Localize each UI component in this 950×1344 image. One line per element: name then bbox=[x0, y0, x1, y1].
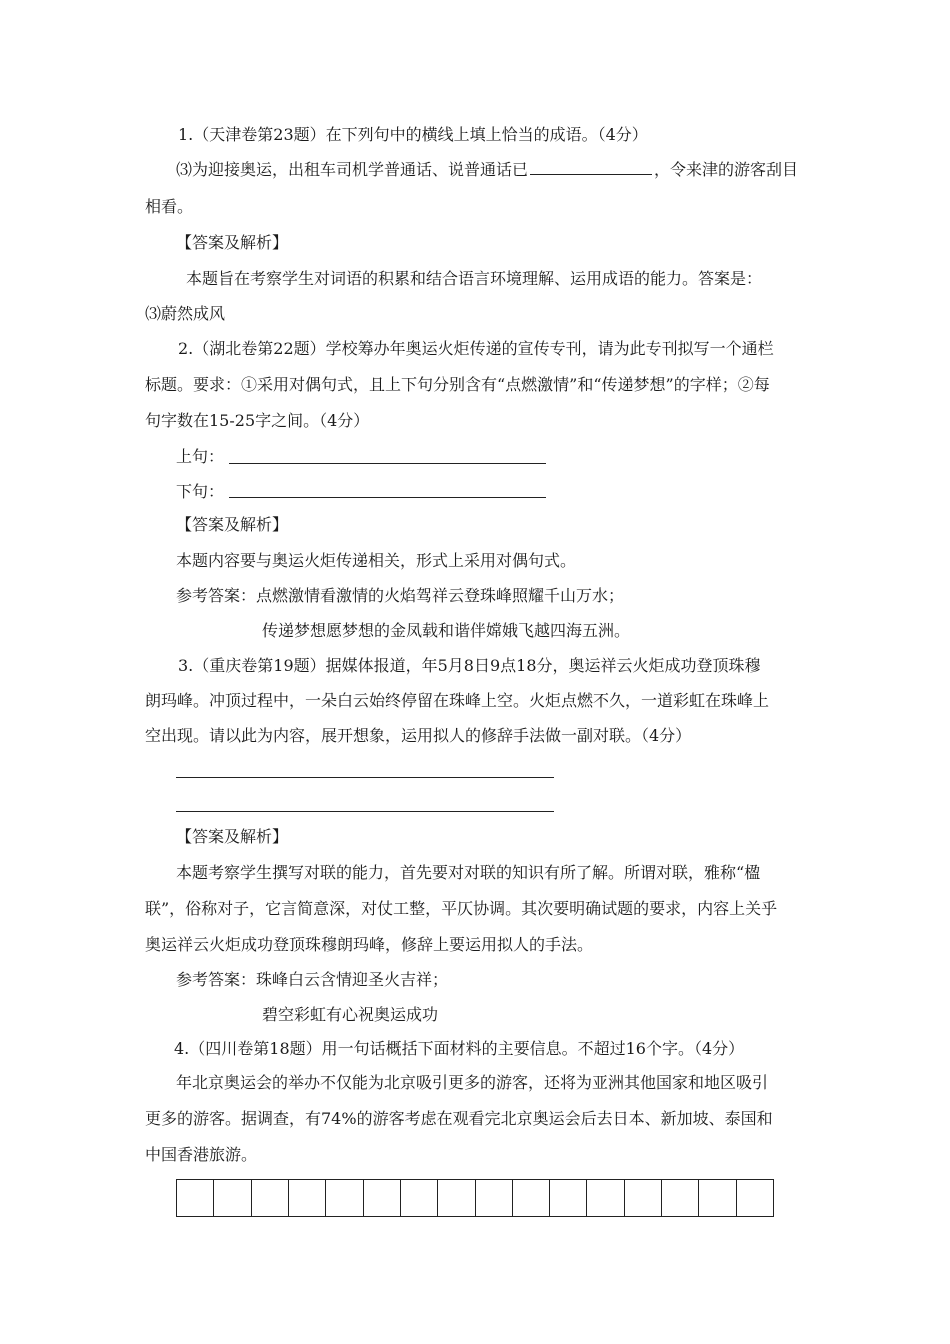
q2-title-line2: 标题。要求：①采用对偶句式，且上下句分别含有“点燃激情”和“传递梦想”的字样；②每 bbox=[145, 375, 770, 394]
q2-analysis: 本题内容要与奥运火炬传递相关，形式上采用对偶句式。 bbox=[176, 551, 577, 570]
q2-title-line3: 句字数在15-25字之间。（4分） bbox=[145, 411, 370, 430]
q1-analysis: 本题旨在考察学生对词语的积累和结合语言环境理解、运用成语的能力。答案是： bbox=[186, 269, 763, 288]
q2-ref-line1: 点燃激情看激情的火焰驾祥云登珠峰照耀千山万水； bbox=[256, 586, 625, 605]
answer-cell[interactable] bbox=[214, 1180, 251, 1216]
q3-analysis-line3: 奥运祥云火炬成功登顶珠穆朗玛峰，修辞上要运用拟人的手法。 bbox=[145, 935, 594, 954]
answer-cell[interactable] bbox=[401, 1180, 438, 1216]
q2-answer-heading: 【答案及解析】 bbox=[176, 515, 289, 534]
answer-cell[interactable] bbox=[662, 1180, 699, 1216]
q4-title: 4.（四川卷第18题）用一句话概括下面材料的主要信息。不超过16个字。（4分） bbox=[174, 1039, 745, 1058]
q2-ref bbox=[176, 585, 624, 607]
q1-title: 1.（天津卷第23题）在下列句中的横线上填上恰当的成语。（4分） bbox=[178, 125, 648, 144]
q3-ref-label: 参考答案： bbox=[176, 970, 257, 989]
q4-material-line2: 更多的游客。据调查，有74%的游客考虑在观看完北京奥运会后去日本、新加坡、泰国和 bbox=[145, 1109, 773, 1128]
answer-cell[interactable] bbox=[737, 1180, 773, 1216]
answer-cell[interactable] bbox=[289, 1180, 326, 1216]
answer-cell[interactable] bbox=[587, 1180, 624, 1216]
answer-cell[interactable] bbox=[364, 1180, 401, 1216]
q3-ref-line2: 碧空彩虹有心祝奥运成功 bbox=[262, 1005, 439, 1024]
q1-answer-heading: 【答案及解析】 bbox=[176, 233, 289, 252]
q4-material: 年北京奥运会的举办不仅能为北京吸引更多的游客，还将为亚洲其他国家和地区吸引 bbox=[176, 1073, 769, 1092]
q3-title-line2: 朗玛峰。冲顶过程中，一朵白云始终停留在珠峰上空。火炬点燃不久，一道彩虹在珠峰上 bbox=[145, 691, 770, 710]
answer-cell[interactable] bbox=[326, 1180, 363, 1216]
q4-material-line3: 中国香港旅游。 bbox=[145, 1145, 258, 1164]
q3-ref bbox=[176, 969, 448, 991]
q3-analysis: 本题考察学生撰写对联的能力，首先要对对联的知识有所了解。所谓对联，雅称“楹 bbox=[176, 863, 761, 882]
q2-ref-line2: 传递梦想愿梦想的金凤载和谐伴嫦娥飞越四海五洲。 bbox=[262, 621, 631, 640]
q4-answer-grid bbox=[176, 1179, 774, 1217]
answer-cell[interactable] bbox=[476, 1180, 513, 1216]
q1-sentence bbox=[176, 158, 798, 181]
q3-answer-line-2[interactable] bbox=[176, 811, 554, 812]
q2-lower-label: 下句： bbox=[176, 482, 225, 501]
q3-analysis-line2: 联”，俗称对子，它言简意深，对仗工整，平仄协调。其次要明确试题的要求，内容上关乎 bbox=[145, 899, 778, 918]
answer-cell[interactable] bbox=[177, 1180, 214, 1216]
q1-sentence-part2: ，令来津的游客刮目 bbox=[654, 160, 799, 179]
q2-upper-answer-line[interactable] bbox=[229, 463, 546, 464]
answer-cell[interactable] bbox=[252, 1180, 289, 1216]
q1-sentence-cont: 相看。 bbox=[145, 197, 194, 216]
answer-cell[interactable] bbox=[699, 1180, 736, 1216]
q3-answer-line-1[interactable] bbox=[176, 777, 554, 778]
q2-title: 2.（湖北卷第22题）学校筹办年奥运火炬传递的宣传专刊，请为此专刊拟写一个通栏 bbox=[178, 339, 774, 358]
q2-upper-label: 上句： bbox=[176, 447, 225, 466]
q1-sentence-part1: ⑶为迎接奥运，出租车司机学普通话、说普通话已 bbox=[176, 160, 529, 179]
q3-answer-heading: 【答案及解析】 bbox=[176, 827, 289, 846]
q1-analysis-answer: ⑶蔚然成风 bbox=[145, 304, 226, 323]
answer-cell[interactable] bbox=[625, 1180, 662, 1216]
q2-lower-answer-line[interactable] bbox=[229, 497, 546, 498]
q1-answer-blank[interactable] bbox=[530, 158, 652, 175]
q3-ref-line1: 珠峰白云含情迎圣火吉祥； bbox=[256, 970, 449, 989]
q2-ref-label: 参考答案： bbox=[176, 586, 257, 605]
answer-cell[interactable] bbox=[513, 1180, 550, 1216]
answer-cell[interactable] bbox=[438, 1180, 475, 1216]
q3-title-line3: 空出现。请以此为内容，展开想象，运用拟人的修辞手法做一副对联。（4分） bbox=[145, 726, 692, 745]
answer-cell[interactable] bbox=[550, 1180, 587, 1216]
q3-title: 3.（重庆卷第19题）据媒体报道，年5月8日9点18分，奥运祥云火炬成功登顶珠穆 bbox=[178, 656, 761, 675]
